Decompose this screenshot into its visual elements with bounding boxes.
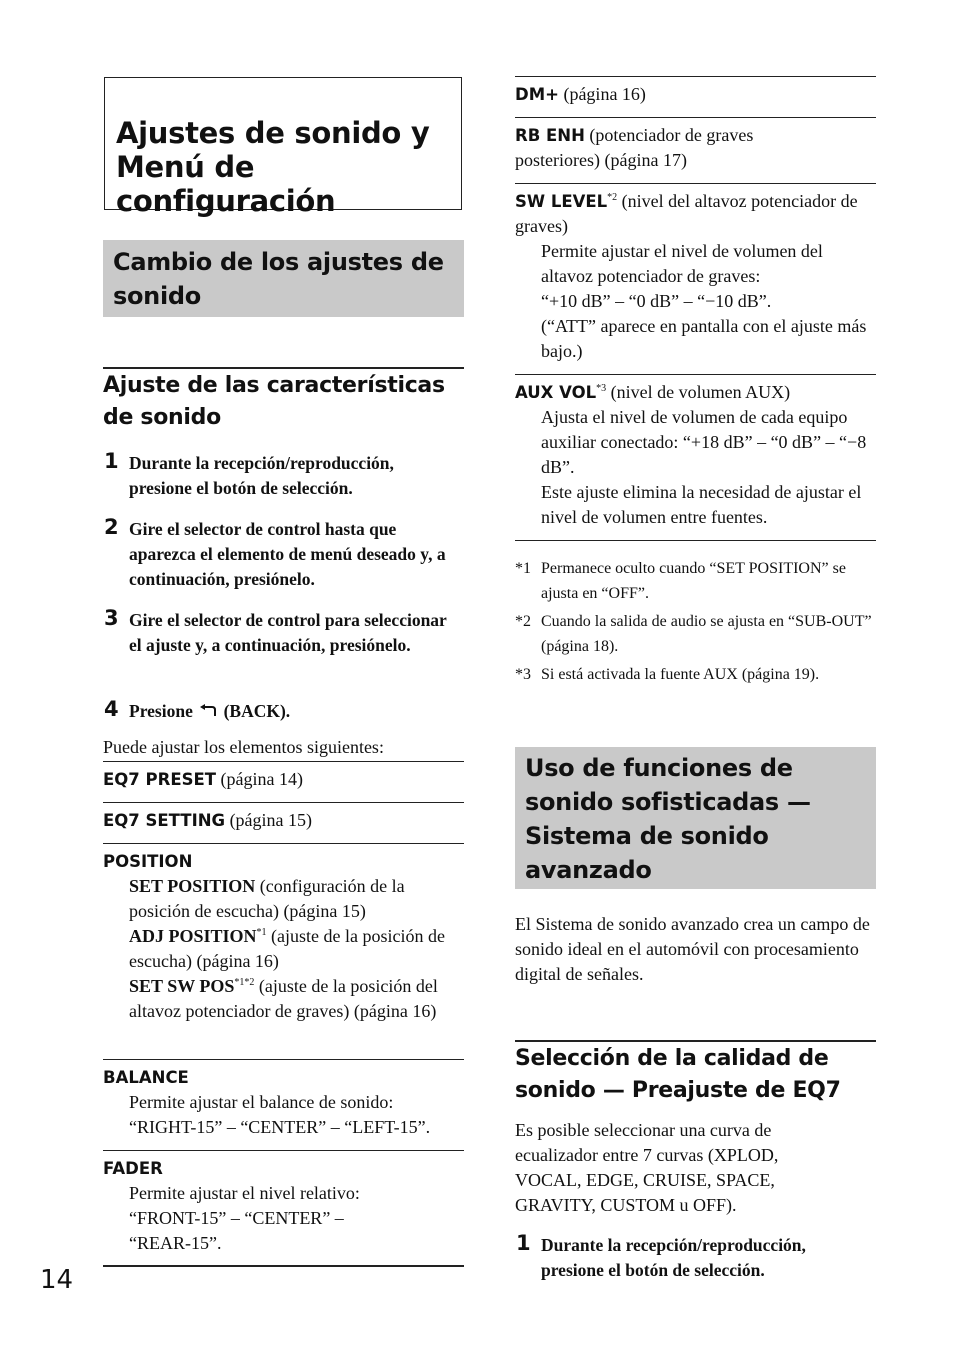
step-number: 3 bbox=[104, 606, 119, 630]
item-fader: FADER Permite ajustar el nivel relativo: “FRONT-15” – “CENTER” – “REAR-15”. bbox=[103, 1159, 360, 1253]
item-rb-enh: RB ENH (potenciador de graves posteriores) (página 17) bbox=[515, 125, 754, 170]
step-text: Gire el selector de control para seleccionar el ajuste y, a continuación, presiónelo. bbox=[129, 610, 447, 655]
divider bbox=[103, 843, 464, 844]
step-text: Durante la recepción/reproducción, presione el botón de selección. bbox=[541, 1235, 806, 1280]
divider bbox=[103, 1265, 464, 1267]
item-eq7-setting: EQ7 SETTING (página 15) bbox=[103, 810, 313, 830]
subsection2-body: Es posible seleccionar una curva de ecualizador entre 7 curvas (XPLOD, VOCAL, EDGE, CRUISE, SPACE, GRAVITY, CUSTOM u OFF). bbox=[515, 1120, 779, 1215]
step-text-after: (BACK). bbox=[223, 701, 291, 721]
divider bbox=[515, 374, 876, 375]
footnotes bbox=[515, 556, 876, 687]
item-position bbox=[103, 849, 464, 1024]
divider bbox=[103, 761, 464, 762]
step-text: Durante la recepción/reproducción, presione el botón de selección. bbox=[129, 453, 394, 498]
position-term: POSITION bbox=[103, 852, 193, 871]
divider bbox=[103, 1059, 464, 1060]
divider bbox=[103, 1150, 464, 1151]
step-number: 1 bbox=[516, 1231, 531, 1255]
footnote: *1 Permanece oculto cuando “SET POSITION” se ajusta en “OFF”. bbox=[515, 560, 846, 602]
subsection-heading-eq7: Selección de la calidad de sonido — Preajuste de EQ7 bbox=[515, 1046, 841, 1103]
step-number: 4 bbox=[104, 697, 119, 721]
item-aux-vol: AUX VOL$^{*3}$ (nivel de volumen AUX) Ajusta el nivel de volumen de cada equipo auxiliar conectado: “+18 dB” – “0 dB” – “−8 dB”. Este ajuste elimina la necesidad de ajustar el nivel de volumen entre fuentes. bbox=[515, 382, 867, 527]
page-number: 14 bbox=[40, 1265, 74, 1295]
step-number: 1 bbox=[104, 449, 119, 473]
item-balance: BALANCE Permite ajustar el balance de sonido: “RIGHT-15” – “CENTER” – “LEFT-15”. bbox=[103, 1068, 431, 1137]
divider bbox=[515, 117, 876, 118]
step-text: Gire el selector de control hasta que aparezca el elemento de menú deseado y, a continuación, presiónelo. bbox=[129, 519, 446, 589]
adj-position: ADJ POSITION$^{*1}$ (ajuste de la posición de escucha) (página 16) bbox=[129, 926, 445, 971]
item-sw-level: SW LEVEL$^{*2}$ (nivel del altavoz potenciador de graves) Permite ajustar el nivel de volumen del altavoz potenciador de graves: “+10 dB” – “0 dB” – “−10 dB”. (“ATT” aparece en pantalla con el ajuste más bajo.) bbox=[515, 191, 867, 361]
footnote: *2 Cuando la salida de audio se ajusta en “SUB-OUT” (página 18). bbox=[515, 613, 872, 655]
set-position: SET POSITION (configuración de la posición de escucha) (página 15) bbox=[129, 876, 405, 921]
divider bbox=[103, 367, 464, 369]
set-sw-pos: SET SW $POS^{*1*2}$ (ajuste de la posición del altavoz potenciador de graves) (página 16) bbox=[129, 976, 438, 1021]
section-heading-advanced-sound: Uso de funciones de sonido sofisticadas — Sistema de sonido avanzado bbox=[515, 747, 876, 889]
divider bbox=[515, 540, 876, 541]
divider bbox=[515, 183, 876, 184]
divider bbox=[515, 76, 876, 77]
item-eq7-preset: EQ7 PRESET (página 14) bbox=[103, 769, 303, 789]
divider bbox=[103, 802, 464, 803]
back-arrow-icon bbox=[197, 700, 219, 714]
item-dm-plus: DM+ (página 16) bbox=[515, 84, 646, 104]
footnote: *3 Si está activada la fuente AUX (página 19). bbox=[515, 666, 820, 683]
step-text-before: Presione bbox=[129, 701, 193, 721]
section2-body: El Sistema de sonido avanzado crea un campo de sonido ideal en el automóvil con procesamiento digital de señales. bbox=[515, 914, 870, 984]
step-text-back bbox=[129, 699, 459, 724]
adjust-intro: Puede ajustar los elementos siguientes: bbox=[103, 737, 384, 757]
section-heading-sound-settings: Cambio de los ajustes de sonido bbox=[103, 240, 464, 317]
divider bbox=[515, 1040, 876, 1042]
subsection-heading-characteristics: Ajuste de las características de sonido bbox=[103, 373, 445, 430]
title-box bbox=[104, 77, 462, 218]
step-number: 2 bbox=[104, 515, 119, 539]
page-title: Ajustes de sonido y Menú de configuración bbox=[116, 116, 430, 218]
